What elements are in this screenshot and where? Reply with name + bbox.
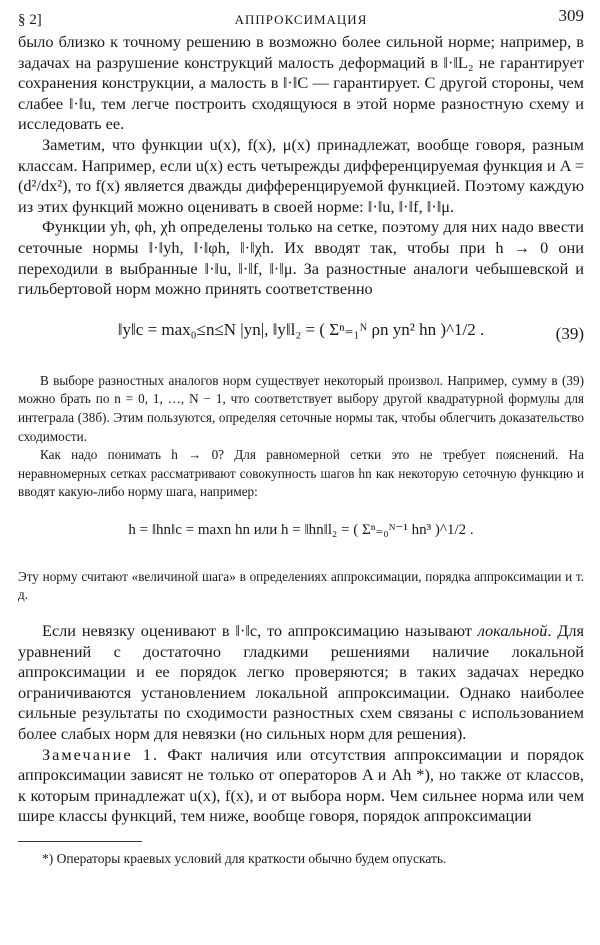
formula-39 [18, 302, 584, 370]
paragraph-norm-strength: было близко к точному решению в возможно более сильной норме; например, в задачах на разрушение конструкций малость деформаций в ‖·‖L₂ не гарантирует сохранения конструкции, а малость в ‖·‖C — гарантирует. С другой стороны, чем слабее ‖·‖u, тем легче построить сходящуюся в этой норме разностную схему и исследовать ее. [18, 32, 584, 134]
remark-label: Замечание 1. [42, 744, 160, 764]
small-print-step-norm: Как надо понимать h → 0? Для равномерной сетки это не требует пояснений. На неравномерных сетках рассматривают совокупность шагов hn как некоторую сеточную функцию и вводят какую-либо норму шага, например: [18, 447, 584, 500]
paragraph-function-classes: Заметим, что функции u(x), f(x), μ(x) принадлежат, вообще говоря, разным классам. Например, если u(x) есть четырежды дифференцируемая функция и A = (d²/dx²), то f(x) является дважды дифференцируемой функцией. Поэтому каждую из этих функций можно оценивать в своей норме: ‖·‖u, ‖·‖f, ‖·‖μ. [18, 134, 584, 216]
book-page [18, 6, 584, 867]
footnote: *) Операторы краевых условий для краткости обычно будем опускать. [42, 851, 447, 866]
running-header [18, 6, 584, 32]
formula-step-norm-body: h = ‖hn‖c = maxn hn или h = ‖hn‖l₂ = ( Σⁿ₌₀ᴺ⁻¹ hn³ )^1/2 . [128, 521, 474, 538]
formula-39-number: (39) [555, 323, 584, 343]
chapter-title: АППРОКСИМАЦИЯ [234, 12, 368, 27]
para4-end: . Для уравнений с достаточно гладкими решениями наличие локальной аппроксимации и ее порядок легко проверяются; в таких задачах нередко ограничиваются установлением локальной аппроксимации. Однако наиболее сильные результаты по сходимости разностных схем связаны с использованием более слабых норм для невязки (но сильных норм для решения). [18, 621, 584, 744]
paragraph-grid-norms: Функции yh, φh, χh определены только на сетке, поэтому для них надо ввести сеточные нормы ‖·‖yh, ‖·‖φh, ‖·‖χh. Их вводят так, чтобы при h → 0 они переходили в выбранные ‖·‖u, ‖·‖f, ‖·‖μ. За разностные аналоги чебышевской и гильбертовой норм можно принять соответственно [18, 217, 584, 299]
section-number: § 2] [18, 12, 42, 28]
formula-39-body: ‖y‖c = max₀≤n≤N |yn|, ‖y‖l₂ = ( Σⁿ₌₁ᴺ ρn yn² hn )^1/2 . [117, 319, 485, 339]
formula-step-norm [18, 502, 584, 568]
footnote-rule [18, 841, 142, 842]
term-local: локальной [477, 621, 548, 641]
paragraph-remark-1 [18, 745, 584, 827]
remark-text: Факт наличия или отсутствия аппроксимации и порядок аппроксимации зависят не только от операторов A и Ah *), но также от классов, к которым принадлежат u(x), f(x), и от выбора норм. Чем сильнее норма или чем шире классы функций, тем ниже, вообще говоря, порядок аппроксимации [18, 744, 584, 826]
small-print-step-size: Эту норму считают «величиной шага» в определениях аппроксимации, порядка аппроксимации и т. д. [18, 568, 584, 603]
small-print-arbitrariness: В выборе разностных аналогов норм существует некоторый произвол. Например, сумму в (39) можно брать по n = 0, 1, …, N − 1, что соответствует выбору другой квадратурной формулы для интеграла (38б). Этим пользуются, определяя сеточные нормы так, чтобы облегчить доказательство сходимости. [18, 372, 584, 444]
page-number: 309 [558, 6, 584, 25]
para4-start: Если невязку оценивают в ‖·‖c, то аппроксимацию называют [42, 621, 478, 641]
paragraph-local-approximation [18, 621, 584, 745]
